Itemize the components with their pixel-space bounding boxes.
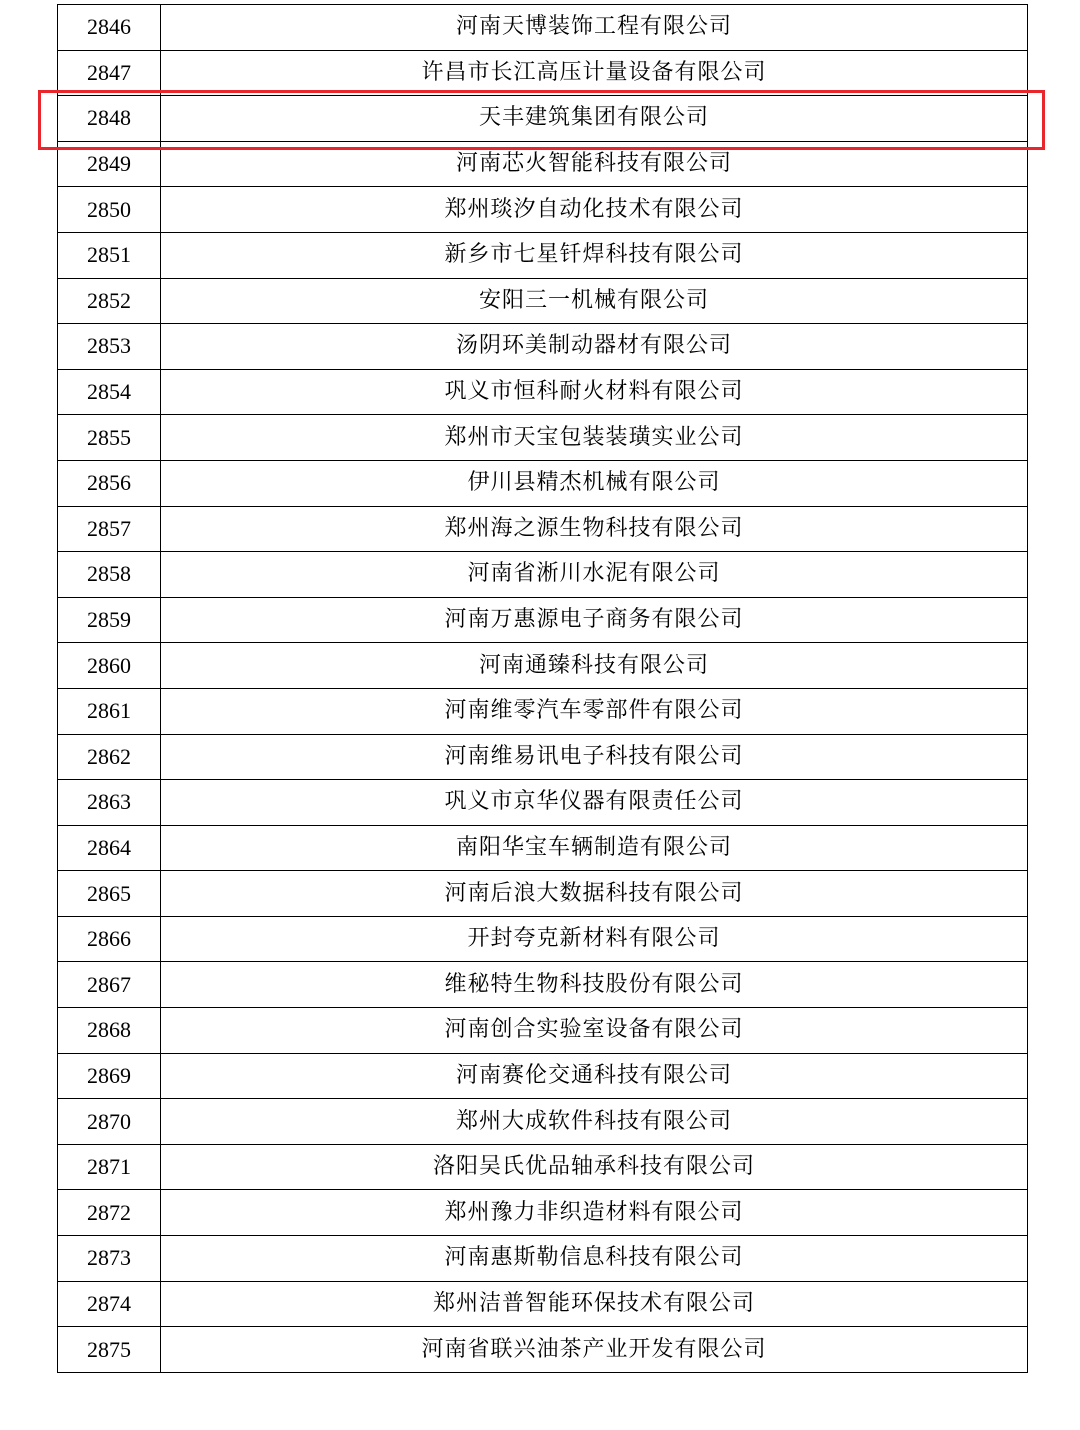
company-name-cell: 新乡市七星钎焊科技有限公司 — [161, 232, 1028, 278]
company-name-cell: 河南维零汽车零部件有限公司 — [161, 688, 1028, 734]
table-row — [58, 232, 1028, 278]
company-list-table-container — [57, 4, 1025, 1373]
company-name-cell: 郑州市天宝包装装璜实业公司 — [161, 415, 1028, 461]
row-number-cell: 2871 — [58, 1144, 161, 1190]
company-name-cell: 天丰建筑集团有限公司 — [161, 96, 1028, 142]
company-name-cell: 河南维易讯电子科技有限公司 — [161, 734, 1028, 780]
table-row — [58, 187, 1028, 233]
table-row — [58, 1327, 1028, 1373]
table-row — [58, 962, 1028, 1008]
row-number-cell: 2856 — [58, 460, 161, 506]
company-name-cell: 郑州海之源生物科技有限公司 — [161, 506, 1028, 552]
company-name-cell: 洛阳吴氏优品轴承科技有限公司 — [161, 1144, 1028, 1190]
company-name-cell: 河南芯火智能科技有限公司 — [161, 141, 1028, 187]
row-number-cell: 2846 — [58, 5, 161, 51]
row-number-cell: 2854 — [58, 369, 161, 415]
table-row — [58, 278, 1028, 324]
table-row — [58, 415, 1028, 461]
company-name-cell: 河南通臻科技有限公司 — [161, 643, 1028, 689]
row-number-cell: 2847 — [58, 50, 161, 96]
table-row — [58, 825, 1028, 871]
row-number-cell: 2852 — [58, 278, 161, 324]
row-number-cell: 2874 — [58, 1281, 161, 1327]
company-name-cell: 汤阴环美制动器材有限公司 — [161, 324, 1028, 370]
table-row — [58, 780, 1028, 826]
company-name-cell: 维秘特生物科技股份有限公司 — [161, 962, 1028, 1008]
row-number-cell: 2857 — [58, 506, 161, 552]
row-number-cell: 2850 — [58, 187, 161, 233]
table-row — [58, 1053, 1028, 1099]
table-row — [58, 916, 1028, 962]
row-number-cell: 2859 — [58, 597, 161, 643]
table-row — [58, 460, 1028, 506]
row-number-cell: 2870 — [58, 1099, 161, 1145]
table-row — [58, 871, 1028, 917]
row-number-cell: 2868 — [58, 1008, 161, 1054]
row-number-cell: 2866 — [58, 916, 161, 962]
company-name-cell: 开封夸克新材料有限公司 — [161, 916, 1028, 962]
row-number-cell: 2860 — [58, 643, 161, 689]
row-number-cell: 2862 — [58, 734, 161, 780]
row-number-cell: 2865 — [58, 871, 161, 917]
company-name-cell: 郑州洁普智能环保技术有限公司 — [161, 1281, 1028, 1327]
company-name-cell: 南阳华宝车辆制造有限公司 — [161, 825, 1028, 871]
table-row — [58, 369, 1028, 415]
company-name-cell: 伊川县精杰机械有限公司 — [161, 460, 1028, 506]
company-name-cell: 河南省淅川水泥有限公司 — [161, 552, 1028, 598]
row-number-cell: 2855 — [58, 415, 161, 461]
table-row — [58, 688, 1028, 734]
row-number-cell: 2853 — [58, 324, 161, 370]
company-name-cell: 河南省联兴油茶产业开发有限公司 — [161, 1327, 1028, 1373]
company-name-cell: 郑州琰汐自动化技术有限公司 — [161, 187, 1028, 233]
row-number-cell: 2864 — [58, 825, 161, 871]
table-row — [58, 506, 1028, 552]
row-number-cell: 2863 — [58, 780, 161, 826]
row-number-cell: 2851 — [58, 232, 161, 278]
table-row — [58, 1008, 1028, 1054]
table-row — [58, 50, 1028, 96]
company-name-cell: 河南后浪大数据科技有限公司 — [161, 871, 1028, 917]
table-row — [58, 324, 1028, 370]
table-row — [58, 1281, 1028, 1327]
table-row — [58, 734, 1028, 780]
company-name-cell: 巩义市京华仪器有限责任公司 — [161, 780, 1028, 826]
table-row — [58, 1099, 1028, 1145]
company-name-cell: 许昌市长江高压计量设备有限公司 — [161, 50, 1028, 96]
company-list-table — [57, 4, 1028, 1373]
company-name-cell: 河南万惠源电子商务有限公司 — [161, 597, 1028, 643]
table-row — [58, 96, 1028, 142]
row-number-cell: 2872 — [58, 1190, 161, 1236]
row-number-cell: 2848 — [58, 96, 161, 142]
table-row — [58, 141, 1028, 187]
table-row — [58, 5, 1028, 51]
row-number-cell: 2858 — [58, 552, 161, 598]
table-row — [58, 1144, 1028, 1190]
company-name-cell: 安阳三一机械有限公司 — [161, 278, 1028, 324]
company-name-cell: 河南惠斯勒信息科技有限公司 — [161, 1236, 1028, 1282]
row-number-cell: 2869 — [58, 1053, 161, 1099]
table-row — [58, 597, 1028, 643]
row-number-cell: 2849 — [58, 141, 161, 187]
company-list-table-body — [58, 5, 1028, 1373]
table-row — [58, 1236, 1028, 1282]
table-row — [58, 552, 1028, 598]
row-number-cell: 2875 — [58, 1327, 161, 1373]
company-name-cell: 河南赛伦交通科技有限公司 — [161, 1053, 1028, 1099]
table-row — [58, 643, 1028, 689]
row-number-cell: 2867 — [58, 962, 161, 1008]
company-name-cell: 郑州大成软件科技有限公司 — [161, 1099, 1028, 1145]
company-name-cell: 河南天博装饰工程有限公司 — [161, 5, 1028, 51]
row-number-cell: 2861 — [58, 688, 161, 734]
company-name-cell: 巩义市恒科耐火材料有限公司 — [161, 369, 1028, 415]
company-name-cell: 河南创合实验室设备有限公司 — [161, 1008, 1028, 1054]
row-number-cell: 2873 — [58, 1236, 161, 1282]
company-name-cell: 郑州豫力非织造材料有限公司 — [161, 1190, 1028, 1236]
table-row — [58, 1190, 1028, 1236]
